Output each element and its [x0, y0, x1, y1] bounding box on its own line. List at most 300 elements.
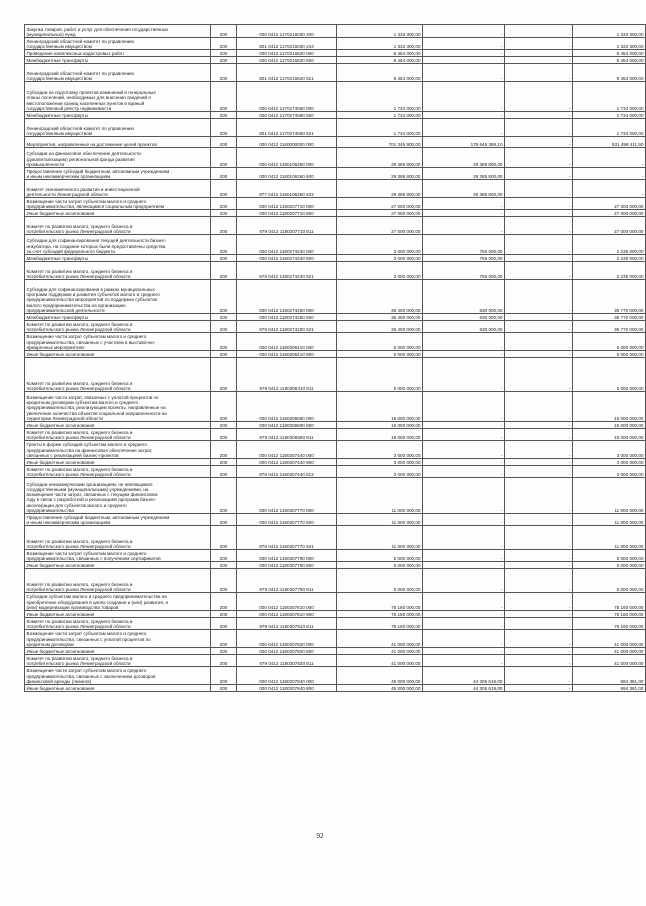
row-approved-amount: 27 000 000,00	[337, 198, 423, 210]
row-remaining-amount: 694 381,00	[573, 667, 646, 685]
row-executed-amount: -	[423, 351, 505, 358]
row-remaining-amount: 8 454 000,00	[573, 57, 646, 64]
row-extra-amount: -	[505, 235, 573, 255]
row-name-cell	[25, 478, 211, 514]
row-name-cell	[25, 333, 211, 351]
row-line-code: 200	[211, 314, 237, 321]
row-approved-amount: 15 000 000,00	[337, 392, 423, 422]
table-row	[25, 235, 646, 255]
row-budget-code: 000 0412 1180307840 000	[237, 667, 337, 685]
row-name-line: потребительского рынка Ленинградской области	[26, 434, 131, 440]
row-name-line: Возмещение части затрат субъектам малого и среднего	[26, 334, 147, 340]
row-line-code: 200	[211, 137, 237, 148]
row-line-code: 200	[211, 50, 237, 57]
row-remaining-amount: 27 000 000,00	[573, 198, 646, 210]
row-line-code: 200	[211, 198, 237, 210]
row-line-code: 200	[211, 422, 237, 429]
row-extra-amount: -	[505, 422, 573, 429]
row-budget-code: 979 0412 1180207710 811	[237, 217, 337, 235]
row-approved-amount: 11 000 000,00	[337, 514, 423, 526]
row-line-code: 200	[211, 217, 237, 235]
row-budget-code: 000 0412 1170216620 000	[237, 50, 337, 57]
row-name-line: потребительского рынка Ленинградской области	[26, 623, 131, 629]
row-name-line: государственным имуществом	[26, 130, 92, 136]
row-budget-code: 000 0412 1180307810 800	[237, 611, 337, 618]
row-name-line: Комитет по развитию малого, среднего бизнеса и	[26, 466, 133, 472]
table-row	[25, 262, 646, 280]
table-row	[25, 630, 646, 648]
row-name-line: Субсидии некоммерческим организациям, не являющимся	[26, 481, 153, 487]
row-approved-amount: 3 000 000,00	[337, 235, 423, 255]
row-name-line: Субсидии на подготовку проектов изменений в генеральные	[26, 90, 156, 96]
row-name-line: предпринимательства мероприятий по поддержке субъектов	[26, 297, 157, 303]
row-approved-amount: 5 000 000,00	[337, 358, 423, 392]
row-executed-amount: -	[423, 333, 505, 351]
row-name-line: Комитет по развитию малого, среднего бизнеса и	[26, 380, 133, 386]
row-remaining-amount: 41 000 000,00	[573, 648, 646, 655]
row-line-code: 200	[211, 119, 237, 137]
row-executed-amount: -	[423, 514, 505, 526]
row-name-cell	[25, 648, 211, 655]
row-line-code: 200	[211, 168, 237, 180]
table-row	[25, 648, 646, 655]
row-name-cell	[25, 526, 211, 550]
row-budget-code: 979 0412 1180307770 631	[237, 526, 337, 550]
table-row	[25, 198, 646, 210]
row-approved-amount: 41 000 000,00	[337, 655, 423, 667]
row-name-line: Межбюджетные трансферты	[26, 112, 89, 118]
row-name-line: потребительского рынка Ленинградской области	[26, 586, 131, 592]
row-name-line: Субсидии субъектам малого и среднего предпринимательства на	[26, 594, 167, 600]
row-line-code: 200	[211, 593, 237, 611]
row-budget-code: 000 0412 1180307770 000	[237, 478, 337, 514]
row-name-cell	[25, 210, 211, 217]
row-remaining-amount: 8 454 000,00	[573, 50, 646, 57]
row-executed-amount: -	[423, 526, 505, 550]
row-name-cell	[25, 50, 211, 57]
table-row	[25, 685, 646, 692]
table-row	[25, 593, 646, 611]
row-extra-amount: -	[505, 137, 573, 148]
row-name-cell	[25, 280, 211, 314]
row-name-line: потребительского рынка Ленинградской области	[26, 543, 131, 549]
row-executed-amount: 29 385 800,00	[423, 148, 505, 168]
row-budget-code: 979 0412 1180306590 811	[237, 429, 337, 441]
row-remaining-amount: 75 160 000,00	[573, 593, 646, 611]
row-executed-amount: -	[423, 112, 505, 119]
row-executed-amount: -	[423, 648, 505, 655]
row-line-code: 200	[211, 648, 237, 655]
row-approved-amount: 8 454 000,00	[337, 50, 423, 57]
row-extra-amount: -	[505, 210, 573, 217]
table-row	[25, 550, 646, 562]
row-line-code: 200	[211, 180, 237, 198]
row-name-line: Возмещение части затрат субъектам малого и среднего	[26, 668, 147, 674]
row-approved-amount: 5 000 000,00	[337, 569, 423, 593]
row-budget-code: 000 0412 1180207710 800	[237, 210, 337, 217]
row-approved-amount: 27 000 000,00	[337, 210, 423, 217]
row-remaining-amount: 8 454 000,00	[573, 64, 646, 82]
row-name-cell	[25, 168, 211, 180]
row-approved-amount: 3 000 000,00	[337, 441, 423, 459]
row-approved-amount: 15 000 000,00	[337, 429, 423, 441]
row-remaining-amount: 35 770 000,00	[573, 321, 646, 333]
row-name-cell	[25, 358, 211, 392]
row-budget-code: 000 0412 1180274240 000	[237, 235, 337, 255]
row-executed-amount: 29 385 800,00	[423, 180, 505, 198]
row-name-cell	[25, 321, 211, 333]
row-approved-amount: 5 000 000,00	[337, 550, 423, 562]
row-name-line: Иные бюджетные ассигнования	[26, 459, 95, 465]
row-line-code: 200	[211, 550, 237, 562]
row-extra-amount: -	[505, 611, 573, 618]
row-remaining-amount: 27 000 000,00	[573, 217, 646, 235]
row-budget-code: 979 0412 1180307820 811	[237, 655, 337, 667]
row-line-code: 200	[211, 667, 237, 685]
row-name-cell	[25, 429, 211, 441]
row-executed-amount: -	[423, 64, 505, 82]
row-name-line: потребительского рынка Ленинградской области	[26, 471, 131, 477]
row-name-line: предпринимательства, связанных с участием в выставочно-	[26, 339, 156, 345]
row-name-cell	[25, 422, 211, 429]
row-name-line: кредитным договорам	[26, 641, 74, 647]
row-name-line: предпринимательства, связанных с заключением договоров	[26, 673, 156, 679]
row-line-code: 200	[211, 25, 237, 38]
row-name-line: Возмещение части затрат субъектам малого и среднего	[26, 631, 147, 637]
row-extra-amount: -	[505, 429, 573, 441]
row-extra-amount: -	[505, 57, 573, 64]
row-remaining-amount: 1 734 000,00	[573, 119, 646, 137]
row-approved-amount: 1 333 300,00	[337, 25, 423, 38]
row-approved-amount: 41 000 000,00	[337, 630, 423, 648]
row-name-line: Ленинградский областной комитет по управлению	[26, 125, 134, 131]
row-name-cell	[25, 392, 211, 422]
row-name-line: Комитет по развитию малого, среднего бизнеса и	[26, 429, 133, 435]
row-line-code: 200	[211, 526, 237, 550]
row-line-code: 200	[211, 569, 237, 593]
row-budget-code: 000 0412 1180307820 800	[237, 648, 337, 655]
row-executed-amount: -	[423, 429, 505, 441]
row-approved-amount: 36 400 000,00	[337, 314, 423, 321]
row-remaining-amount: -	[573, 168, 646, 180]
row-budget-code: 000 0412 1180307820 000	[237, 630, 337, 648]
row-executed-amount: -	[423, 217, 505, 235]
row-extra-amount: -	[505, 333, 573, 351]
row-budget-code: 000 0412 1180307770 600	[237, 514, 337, 526]
row-budget-code: 000 0412 1170274560 000	[237, 82, 337, 112]
row-name-line: государственным имуществом	[26, 43, 92, 49]
row-executed-amount: -	[423, 358, 505, 392]
row-line-code: 200	[211, 112, 237, 119]
table-row	[25, 514, 646, 526]
row-name-cell	[25, 441, 211, 459]
table-row	[25, 38, 646, 50]
row-line-code: 200	[211, 478, 237, 514]
row-budget-code: 801 0412 1170274560 521	[237, 119, 337, 137]
row-budget-code: 000 0412 1180306410 000	[237, 333, 337, 351]
row-extra-amount: -	[505, 180, 573, 198]
row-remaining-amount: 35 770 000,00	[573, 280, 646, 314]
row-extra-amount: -	[505, 514, 573, 526]
row-name-line: предпринимательства, связанных с уплатой процентов по	[26, 636, 151, 642]
row-approved-amount: 1 734 000,00	[337, 112, 423, 119]
row-name-line: акселерации для субъектов малого и среднего	[26, 502, 127, 508]
row-extra-amount: -	[505, 667, 573, 685]
row-name-line: Комитет по развитию малого, среднего бизнеса и	[26, 618, 133, 624]
row-name-line: предпринимательской деятельности	[26, 307, 105, 313]
row-executed-amount: -	[423, 611, 505, 618]
row-name-cell	[25, 64, 211, 82]
row-name-cell	[25, 217, 211, 235]
row-approved-amount: 1 333 300,00	[337, 38, 423, 50]
row-name-line: Межбюджетные трансферты	[26, 57, 89, 63]
row-executed-amount: -	[423, 392, 505, 422]
row-executed-amount: 29 385 800,00	[423, 168, 505, 180]
table-row	[25, 217, 646, 235]
row-name-line: ярмарочных мероприятиях	[26, 344, 85, 350]
row-extra-amount: -	[505, 478, 573, 514]
row-approved-amount: 29 385 800,00	[337, 148, 423, 168]
row-name-cell	[25, 667, 211, 685]
row-executed-amount: -	[423, 119, 505, 137]
budget-table	[24, 24, 646, 692]
row-extra-amount: -	[505, 321, 573, 333]
row-name-line: Ленинградский областной комитет по управлению	[26, 70, 134, 76]
row-name-cell	[25, 314, 211, 321]
row-budget-code: 000 0412 1170216620 500	[237, 57, 337, 64]
table-row	[25, 314, 646, 321]
row-budget-code: 000 0412 1180106260 600	[237, 168, 337, 180]
row-name-line: предпринимательства	[26, 507, 74, 513]
row-executed-amount: 178 646 388,10	[423, 137, 505, 148]
row-extra-amount: -	[505, 459, 573, 466]
row-remaining-amount: -	[573, 180, 646, 198]
row-name-line: и иным некоммерческим организациям	[26, 173, 111, 179]
row-budget-code: 000 0412 1180274260 000	[237, 280, 337, 314]
row-line-code: 200	[211, 82, 237, 112]
row-approved-amount: 701 345 800,00	[337, 137, 423, 148]
row-executed-amount: -	[423, 593, 505, 611]
row-name-cell	[25, 119, 211, 137]
row-remaining-amount: 2 235 000,00	[573, 235, 646, 255]
row-name-line: Комитет по развитию малого, среднего бизнеса и	[26, 223, 133, 229]
table-row	[25, 422, 646, 429]
row-name-line: Иные бюджетные ассигнования	[26, 648, 95, 654]
table-row	[25, 168, 646, 180]
row-name-cell	[25, 112, 211, 119]
row-approved-amount: 41 000 000,00	[337, 648, 423, 655]
row-name-line: инкубатора, на создание которых были предоставлены средства	[26, 243, 166, 249]
row-remaining-amount: 15 000 000,00	[573, 429, 646, 441]
row-budget-code: 979 0412 1180307790 811	[237, 569, 337, 593]
row-line-code: 200	[211, 351, 237, 358]
row-budget-code: 000 0412 1180306590 800	[237, 422, 337, 429]
row-budget-code: 979 0412 1180307440 812	[237, 466, 337, 478]
row-approved-amount: 3 000 000,00	[337, 466, 423, 478]
row-approved-amount: 1 734 000,00	[337, 82, 423, 112]
row-line-code: 200	[211, 57, 237, 64]
row-approved-amount: 75 160 000,00	[337, 593, 423, 611]
row-name-line: Возмещение части затрат субъектам малого и среднего	[26, 198, 147, 204]
row-approved-amount: 1 734 000,00	[337, 119, 423, 137]
row-extra-amount: -	[505, 119, 573, 137]
row-approved-amount: 3 000 000,00	[337, 262, 423, 280]
table-row	[25, 148, 646, 168]
row-budget-code: 000 0412 1180307810 000	[237, 593, 337, 611]
row-executed-amount: -	[423, 25, 505, 38]
row-extra-amount: -	[505, 262, 573, 280]
row-name-cell	[25, 550, 211, 562]
row-name-line: Предоставление субсидий бюджетным, автономным учреждениям	[26, 168, 170, 174]
row-approved-amount: 45 000 000,00	[337, 685, 423, 692]
table-row	[25, 180, 646, 198]
row-name-line: Комитет по развитию малого, среднего бизнеса и	[26, 655, 133, 661]
row-name-line: планы поселений, необходимых для внесения сведений о	[26, 95, 151, 101]
table-row	[25, 50, 646, 57]
row-executed-amount: -	[423, 198, 505, 210]
row-line-code: 200	[211, 235, 237, 255]
row-remaining-amount: 694 381,00	[573, 685, 646, 692]
row-name-cell	[25, 630, 211, 648]
row-name-line: (или) модернизации производства товаров	[26, 604, 119, 610]
row-approved-amount: 27 000 000,00	[337, 217, 423, 235]
row-extra-amount: -	[505, 50, 573, 57]
row-line-code: 200	[211, 64, 237, 82]
row-line-code: 200	[211, 38, 237, 50]
row-remaining-amount: 531 498 411,90	[573, 137, 646, 148]
row-remaining-amount: 1 734 000,00	[573, 82, 646, 112]
row-budget-code: 000 0412 1180307790 000	[237, 550, 337, 562]
row-name-line: предпринимательства, являющимся социальным предприятием	[26, 203, 165, 209]
row-name-line: Иные бюджетные ассигнования	[26, 611, 95, 617]
row-name-line: территории Ленинградской области	[26, 415, 103, 421]
row-extra-amount: -	[505, 168, 573, 180]
table-row	[25, 255, 646, 262]
row-remaining-amount: 5 000 000,00	[573, 351, 646, 358]
table-row	[25, 119, 646, 137]
row-executed-amount: 765 000,00	[423, 235, 505, 255]
row-name-cell	[25, 655, 211, 667]
row-remaining-amount: 75 160 000,00	[573, 618, 646, 630]
table-row	[25, 64, 646, 82]
row-approved-amount: 8 454 000,00	[337, 57, 423, 64]
row-name-cell	[25, 137, 211, 148]
row-extra-amount: -	[505, 82, 573, 112]
row-extra-amount: -	[505, 255, 573, 262]
row-budget-code: 977 0412 1180106260 632	[237, 180, 337, 198]
row-name-line: малого предпринимательства на организацию	[26, 302, 126, 308]
row-line-code: 200	[211, 466, 237, 478]
row-budget-code: 000 0412 1180274260 500	[237, 314, 337, 321]
table-row	[25, 392, 646, 422]
row-executed-amount: -	[423, 38, 505, 50]
table-row	[25, 526, 646, 550]
row-name-cell	[25, 198, 211, 210]
row-approved-amount: 5 000 000,00	[337, 333, 423, 351]
table-row	[25, 478, 646, 514]
row-budget-code: 979 0412 1180307810 811	[237, 618, 337, 630]
row-name-line: промышленности	[26, 161, 65, 167]
table-row	[25, 358, 646, 392]
row-extra-amount: -	[505, 630, 573, 648]
row-name-line: Комитет по развитию малого, среднего бизнеса и	[26, 581, 133, 587]
row-extra-amount: -	[505, 526, 573, 550]
row-name-cell	[25, 562, 211, 569]
row-name-cell	[25, 262, 211, 280]
row-extra-amount: -	[505, 685, 573, 692]
row-line-code: 200	[211, 630, 237, 648]
row-line-code: 200	[211, 459, 237, 466]
row-name-cell	[25, 351, 211, 358]
row-remaining-amount: 11 000 000,00	[573, 526, 646, 550]
table-row	[25, 210, 646, 217]
row-executed-amount: -	[423, 630, 505, 648]
row-executed-amount: -	[423, 550, 505, 562]
row-executed-amount: -	[423, 82, 505, 112]
row-approved-amount: 5 000 000,00	[337, 351, 423, 358]
row-name-line: Комитет экономического развития и инвестиционной	[26, 186, 140, 192]
row-name-cell	[25, 685, 211, 692]
row-name-line: потребительского рынка Ленинградской области	[26, 228, 131, 234]
row-name-cell	[25, 255, 211, 262]
row-line-code: 200	[211, 429, 237, 441]
row-name-line: (докапитализацию) региональной фонда развития	[26, 156, 135, 162]
row-name-line: государственными (муниципальными) учреждениями, на	[26, 486, 149, 492]
row-name-cell	[25, 593, 211, 611]
table-row	[25, 333, 646, 351]
row-line-code: 200	[211, 441, 237, 459]
row-name-line: программ поддержки и развития субъектов малого и среднего	[26, 292, 160, 298]
row-name-cell	[25, 180, 211, 198]
row-name-line: финансовой аренды (лизинга)	[26, 678, 92, 684]
row-extra-amount: -	[505, 441, 573, 459]
row-extra-amount: -	[505, 64, 573, 82]
row-line-code: 200	[211, 514, 237, 526]
row-executed-amount: -	[423, 655, 505, 667]
table-row	[25, 137, 646, 148]
row-name-line: Мероприятия, направленные на достижение целей проектов	[26, 141, 157, 147]
row-remaining-amount: 5 000 000,00	[573, 358, 646, 392]
row-name-cell	[25, 82, 211, 112]
row-extra-amount: -	[505, 358, 573, 392]
row-budget-code: 000 0412 1180307440 800	[237, 459, 337, 466]
row-name-line: Комитет по развитию малого, среднего бизнеса и	[26, 268, 133, 274]
row-approved-amount: 15 000 000,00	[337, 422, 423, 429]
row-executed-amount: -	[423, 422, 505, 429]
row-executed-amount: -	[423, 618, 505, 630]
row-name-line: Гранты в форме субсидий субъектам малого и среднего	[26, 442, 147, 448]
table-row	[25, 82, 646, 112]
row-approved-amount: 36 400 000,00	[337, 321, 423, 333]
row-name-line: кредитным договорам субъектам малого и среднего	[26, 400, 139, 406]
row-executed-amount: 630 000,00	[423, 280, 505, 314]
row-executed-amount: -	[423, 478, 505, 514]
row-name-line: Иные бюджетные ассигнования	[26, 562, 95, 568]
row-remaining-amount: 41 000 000,00	[573, 655, 646, 667]
row-budget-code: 000 0412 1180207710 000	[237, 198, 337, 210]
row-budget-code: 000 0412 1180306410 800	[237, 351, 337, 358]
row-extra-amount: -	[505, 550, 573, 562]
row-name-line: Субсидии для софинансирования в рамках муниципальных	[26, 286, 155, 292]
row-remaining-amount: 2 235 000,00	[573, 262, 646, 280]
table-row	[25, 57, 646, 64]
row-name-cell	[25, 57, 211, 64]
table-row	[25, 562, 646, 569]
row-executed-amount: 765 000,00	[423, 262, 505, 280]
row-extra-amount: -	[505, 392, 573, 422]
row-name-line: Закупка товаров, работ и услуг для обеспечения государственных	[26, 26, 169, 32]
row-line-code: 200	[211, 262, 237, 280]
